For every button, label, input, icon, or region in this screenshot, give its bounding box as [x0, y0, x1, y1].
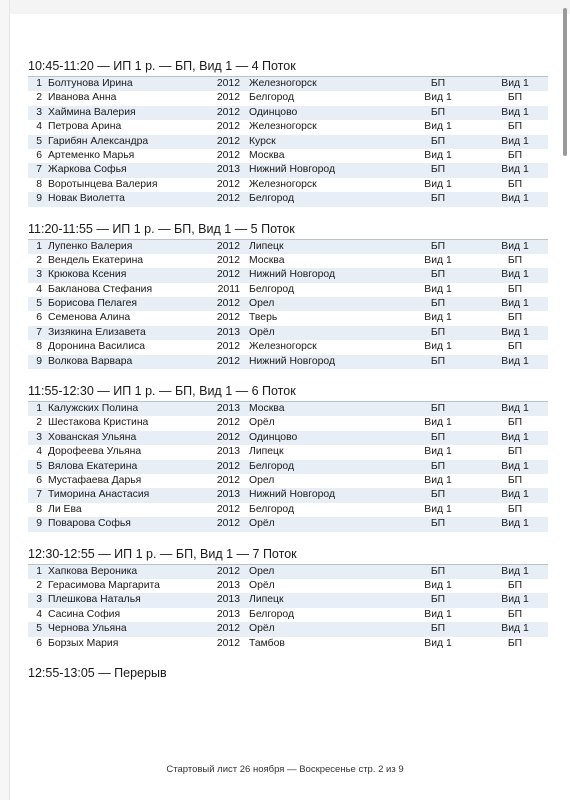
participant-year: 2012: [216, 431, 240, 443]
second-apparatus: Вид 1: [501, 78, 529, 89]
second-apparatus: Вид 1: [501, 403, 529, 415]
participant-row: [28, 488, 548, 502]
second-apparatus: БП: [507, 446, 523, 458]
first-apparatus: Вид 1: [424, 149, 452, 161]
participant-row: [28, 120, 548, 134]
participant-city: Железногорск: [249, 78, 317, 89]
participant-year: 2012: [216, 121, 240, 133]
participant-name: Калужских Полина: [48, 403, 139, 415]
participant-city: Белгород: [249, 283, 295, 295]
participant-year: 2012: [216, 254, 240, 266]
session-title: 11:20-11:55 — ИП 1 р. — БП, Вид 1 — 5 Поток: [28, 221, 295, 236]
participant-row: [28, 517, 548, 531]
participant-row: [28, 445, 548, 459]
participant-table: [28, 239, 548, 370]
participant-row: [28, 416, 548, 430]
second-apparatus: БП: [507, 121, 523, 133]
first-apparatus: БП: [430, 78, 446, 89]
first-apparatus: БП: [430, 164, 446, 176]
participant-city: Орел: [249, 565, 275, 577]
participant-city: Москва: [249, 149, 285, 161]
start-list-content: [28, 58, 548, 681]
participant-number: 8: [36, 503, 42, 515]
second-apparatus: БП: [507, 608, 523, 620]
page-top-strip: [0, 0, 570, 14]
participant-name: Петрова Арина: [48, 121, 122, 133]
first-apparatus: БП: [430, 518, 446, 530]
first-apparatus: БП: [430, 355, 446, 367]
session-block: [28, 383, 548, 532]
participant-name: Семенова Алина: [48, 312, 131, 324]
first-apparatus: БП: [430, 135, 446, 147]
participant-year: 2013: [216, 594, 240, 606]
participant-year: 2013: [216, 403, 240, 415]
participant-name: Зизякина Елизавета: [48, 326, 146, 338]
participant-row: [28, 192, 548, 206]
participant-city: Нижний Новгород: [249, 489, 336, 501]
participant-name: Артеменко Марья: [48, 149, 135, 161]
participant-city: Железногорск: [249, 341, 317, 353]
participant-number: 5: [36, 460, 42, 472]
second-apparatus: БП: [507, 417, 523, 429]
second-apparatus: БП: [507, 149, 523, 161]
participant-name: Лупенко Валерия: [48, 240, 133, 252]
first-apparatus: Вид 1: [424, 312, 452, 324]
participant-row: [28, 402, 548, 416]
participant-name: Гарибян Александра: [48, 135, 149, 147]
participant-year: 2012: [216, 193, 240, 205]
first-apparatus: БП: [430, 106, 446, 118]
participant-city: Орёл: [249, 326, 275, 338]
participant-row: [28, 326, 548, 340]
second-apparatus: Вид 1: [501, 623, 529, 635]
participant-number: 9: [36, 355, 42, 367]
participant-year: 2011: [217, 283, 240, 295]
first-apparatus: БП: [430, 298, 446, 310]
first-apparatus: БП: [430, 269, 446, 281]
participant-name: Хаймина Валерия: [48, 106, 136, 118]
participant-year: 2012: [216, 474, 240, 486]
second-apparatus: Вид 1: [501, 355, 529, 367]
participant-city: Белгород: [249, 193, 295, 205]
participant-row: [28, 340, 548, 354]
participant-row: [28, 178, 548, 192]
participant-row: [28, 297, 548, 311]
participant-row: [28, 135, 548, 149]
participant-row: [28, 608, 548, 622]
participant-row: [28, 474, 548, 488]
participant-name: Жаркова Софья: [48, 164, 127, 176]
participant-city: Орёл: [249, 417, 275, 429]
participant-city: Москва: [249, 403, 285, 415]
participant-city: Курск: [249, 135, 276, 147]
participant-year: 2012: [216, 623, 240, 635]
first-apparatus: Вид 1: [424, 341, 452, 353]
participant-city: Орел: [249, 474, 275, 486]
participant-name: Вялова Екатерина: [48, 460, 138, 472]
first-apparatus: БП: [430, 594, 446, 606]
participant-number: 6: [36, 312, 42, 324]
participant-row: [28, 163, 548, 177]
participant-name: Плешкова Наталья: [48, 594, 141, 606]
participant-number: 1: [36, 565, 42, 577]
participant-year: 2013: [216, 326, 240, 338]
first-apparatus: Вид 1: [424, 637, 452, 649]
participant-number: 2: [36, 254, 42, 266]
participant-year: 2012: [216, 78, 240, 89]
participant-name: Борзых Мария: [48, 637, 119, 649]
participant-city: Железногорск: [249, 178, 317, 190]
second-apparatus: БП: [507, 637, 523, 649]
participant-name: Иванова Анна: [48, 92, 117, 104]
participant-city: Нижний Новгород: [249, 164, 336, 176]
participant-number: 3: [36, 269, 42, 281]
participant-name: Новак Виолетта: [48, 193, 125, 205]
scrollbar[interactable]: [562, 0, 568, 800]
participant-table: [28, 76, 548, 207]
session-title: 10:45-11:20 — ИП 1 р. — БП, Вид 1 — 4 Поток: [28, 59, 296, 73]
participant-name: Хованская Ульяна: [48, 431, 137, 443]
participant-year: 2012: [216, 417, 240, 429]
participant-number: 6: [36, 149, 42, 161]
break-title: 12:55-13:05 — Перерыв: [28, 665, 167, 680]
participant-city: Железногорск: [249, 121, 317, 133]
participant-name: Герасимова Маргарита: [48, 579, 160, 591]
participant-row: [28, 283, 548, 297]
participant-row: [28, 106, 548, 120]
participant-number: 2: [36, 92, 42, 104]
participant-row: [28, 254, 548, 268]
participant-row: [28, 579, 548, 593]
second-apparatus: Вид 1: [501, 193, 529, 205]
participant-number: 3: [36, 594, 42, 606]
first-apparatus: Вид 1: [424, 178, 452, 190]
first-apparatus: БП: [430, 460, 446, 472]
second-apparatus: Вид 1: [501, 565, 529, 577]
participant-number: 2: [36, 417, 42, 429]
participant-city: Нижний Новгород: [249, 355, 336, 367]
second-apparatus: БП: [507, 503, 523, 515]
participant-name: Борисова Пелагея: [48, 298, 138, 310]
first-apparatus: БП: [430, 403, 446, 415]
first-apparatus: Вид 1: [424, 254, 452, 266]
participant-number: 8: [36, 178, 42, 190]
participant-city: Одинцово: [249, 431, 298, 443]
page-footer: Стартовый лист 26 ноября — Воскресенье стр. 2 из 9: [166, 764, 404, 775]
first-apparatus: Вид 1: [424, 579, 452, 591]
participant-number: 9: [36, 518, 42, 530]
participant-number: 5: [36, 623, 42, 635]
participant-city: Белгород: [249, 608, 295, 620]
second-apparatus: БП: [507, 178, 523, 190]
participant-name: Волкова Варвара: [48, 355, 133, 367]
first-apparatus: Вид 1: [424, 503, 452, 515]
second-apparatus: БП: [507, 312, 523, 324]
participant-year: 2013: [216, 446, 240, 458]
participant-number: 1: [36, 240, 42, 252]
participant-city: Белгород: [249, 92, 295, 104]
participant-table: [28, 401, 548, 532]
participant-number: 4: [36, 283, 42, 295]
first-apparatus: БП: [430, 565, 446, 577]
participant-name: Вендель Екатерина: [48, 254, 144, 266]
scrollbar-thumb[interactable]: [563, 8, 567, 156]
session-block: [28, 221, 548, 370]
participant-name: Тиморина Анастасия: [48, 489, 150, 501]
first-apparatus: Вид 1: [424, 608, 452, 620]
participant-year: 2012: [216, 312, 240, 324]
participant-number: 3: [36, 431, 42, 443]
participant-year: 2012: [216, 178, 240, 190]
participant-year: 2013: [216, 164, 240, 176]
participant-year: 2013: [216, 489, 240, 501]
second-apparatus: Вид 1: [501, 326, 529, 338]
participant-name: Воротынцева Валерия: [48, 178, 158, 190]
page-left-edge: [0, 0, 10, 800]
participant-city: Липецк: [249, 240, 284, 252]
second-apparatus: Вид 1: [501, 460, 529, 472]
participant-name: Бакланова Стефания: [48, 283, 153, 295]
participant-row: [28, 431, 548, 445]
participant-number: 7: [36, 489, 42, 501]
participant-name: Мустафаева Дарья: [48, 474, 142, 486]
participant-name: Чернова Ульяна: [48, 623, 127, 635]
participant-number: 9: [36, 193, 42, 205]
first-apparatus: БП: [430, 240, 446, 252]
participant-row: [28, 77, 548, 91]
participant-city: Белгород: [249, 460, 295, 472]
participant-number: 3: [36, 106, 42, 118]
participant-number: 1: [36, 78, 42, 89]
participant-number: 6: [36, 474, 42, 486]
participant-year: 2012: [216, 341, 240, 353]
participant-city: Орёл: [249, 623, 275, 635]
participant-city: Нижний Новгород: [249, 269, 336, 281]
participant-city: Липецк: [249, 446, 284, 458]
second-apparatus: БП: [507, 283, 523, 295]
second-apparatus: Вид 1: [501, 518, 529, 530]
participant-number: 7: [36, 164, 42, 176]
participant-year: 2012: [216, 565, 240, 577]
participant-year: 2012: [216, 106, 240, 118]
second-apparatus: Вид 1: [501, 240, 529, 252]
second-apparatus: Вид 1: [501, 298, 529, 310]
participant-number: 2: [36, 579, 42, 591]
participant-year: 2012: [216, 269, 240, 281]
participant-name: Болтунова Ирина: [48, 78, 133, 89]
participant-city: Москва: [249, 254, 285, 266]
second-apparatus: Вид 1: [501, 594, 529, 606]
first-apparatus: Вид 1: [424, 474, 452, 486]
participant-row: [28, 149, 548, 163]
participant-name: Сасина София: [48, 608, 121, 620]
participant-row: [28, 503, 548, 517]
first-apparatus: БП: [430, 326, 446, 338]
participant-year: 2012: [216, 518, 240, 530]
participant-year: 2013: [216, 608, 240, 620]
participant-name: Поварова Софья: [48, 518, 131, 530]
participant-row: [28, 460, 548, 474]
first-apparatus: Вид 1: [424, 121, 452, 133]
session-block: [28, 58, 548, 207]
participant-number: 5: [36, 298, 42, 310]
participant-name: Доронина Василиса: [48, 341, 145, 353]
participant-year: 2012: [216, 637, 240, 649]
participant-row: [28, 91, 548, 105]
participant-row: [28, 593, 548, 607]
first-apparatus: Вид 1: [424, 446, 452, 458]
second-apparatus: Вид 1: [501, 431, 529, 443]
participant-row: [28, 637, 548, 651]
second-apparatus: Вид 1: [501, 489, 529, 501]
participant-row: [28, 240, 548, 254]
participant-number: 7: [36, 326, 42, 338]
participant-city: Белгород: [249, 503, 295, 515]
second-apparatus: БП: [507, 474, 523, 486]
participant-row: [28, 622, 548, 636]
participant-year: 2012: [216, 149, 240, 161]
participant-year: 2012: [216, 503, 240, 515]
participant-year: 2012: [216, 92, 240, 104]
participant-year: 2012: [216, 135, 240, 147]
first-apparatus: Вид 1: [424, 283, 452, 295]
participant-city: Орел: [249, 298, 275, 310]
first-apparatus: БП: [430, 489, 446, 501]
participant-city: Липецк: [249, 594, 284, 606]
participant-number: 6: [36, 637, 42, 649]
participant-table: [28, 564, 548, 651]
participant-year: 2012: [216, 355, 240, 367]
participant-row: [28, 565, 548, 579]
participant-city: Орёл: [249, 579, 275, 591]
first-apparatus: БП: [430, 431, 446, 443]
session-block: [28, 546, 548, 651]
second-apparatus: Вид 1: [501, 106, 529, 118]
participant-name: Ли Ева: [48, 503, 82, 515]
second-apparatus: Вид 1: [501, 269, 529, 281]
participant-row: [28, 355, 548, 369]
participant-city: Орёл: [249, 518, 275, 530]
second-apparatus: Вид 1: [501, 164, 529, 176]
participant-city: Тверь: [249, 312, 278, 324]
first-apparatus: Вид 1: [424, 417, 452, 429]
participant-number: 1: [36, 403, 42, 415]
first-apparatus: Вид 1: [424, 92, 452, 104]
participant-name: Крюкова Ксения: [48, 269, 127, 281]
second-apparatus: БП: [507, 341, 523, 353]
second-apparatus: БП: [507, 92, 523, 104]
participant-name: Дорофеева Ульяна: [48, 446, 142, 458]
participant-row: [28, 268, 548, 282]
first-apparatus: БП: [430, 623, 446, 635]
participant-year: 2012: [216, 240, 240, 252]
second-apparatus: БП: [507, 254, 523, 266]
participant-city: Одинцово: [249, 106, 298, 118]
participant-number: 4: [36, 446, 42, 458]
participant-row: [28, 311, 548, 325]
participant-number: 4: [36, 608, 42, 620]
session-title: 12:30-12:55 — ИП 1 р. — БП, Вид 1 — 7 Поток: [28, 546, 297, 561]
participant-number: 4: [36, 121, 42, 133]
second-apparatus: Вид 1: [501, 135, 529, 147]
sessions-container: [28, 58, 548, 651]
participant-year: 2012: [216, 298, 240, 310]
participant-city: Тамбов: [249, 637, 285, 649]
participant-name: Шестакова Кристина: [48, 417, 149, 429]
second-apparatus: БП: [507, 579, 523, 591]
participant-year: 2013: [216, 579, 240, 591]
first-apparatus: БП: [430, 193, 446, 205]
participant-number: 8: [36, 341, 42, 353]
participant-number: 5: [36, 135, 42, 147]
participant-year: 2012: [216, 460, 240, 472]
participant-name: Хапкова Вероника: [48, 565, 138, 577]
session-title: 11:55-12:30 — ИП 1 р. — БП, Вид 1 — 6 Поток: [28, 384, 296, 399]
